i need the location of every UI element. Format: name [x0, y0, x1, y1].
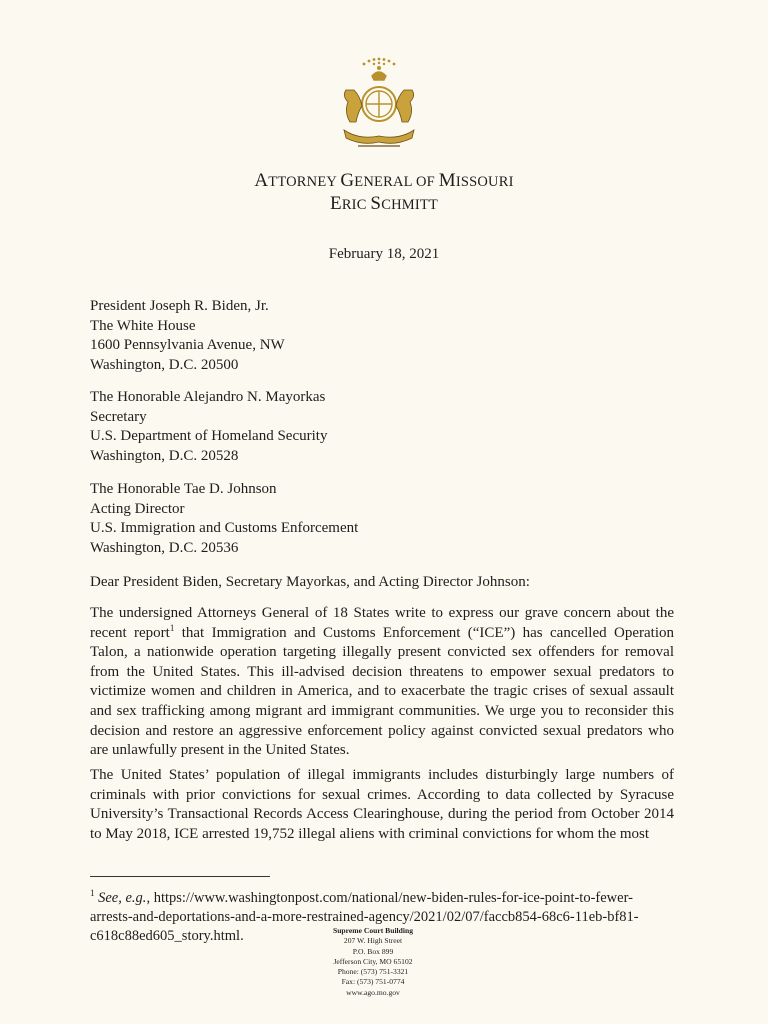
body-paragraph-2: The United States’ population of illegal immigrants includes disturbingly large numbers of criminals with prior convictions for sexual crimes. According to data collected by Syracuse University’s Transactional Records Access Clearinghouse, during the period from October 2014 to May 2018, ICE arrested 19,752 illegal aliens with criminal convictions for whom the most — [90, 767, 674, 842]
address-line: President Joseph R. Biden, Jr. — [90, 298, 269, 314]
address-block-secretary — [90, 388, 327, 466]
address-line: Secretary — [90, 408, 147, 425]
footnote-url-part: arrests-and-deportations-and-a-more-restrained-agency/2021/02/07/faccb854-68c6-11eb-bf81- — [90, 908, 639, 925]
header-text-segment: E — [330, 193, 342, 214]
header-text-segment: TTORNEY — [268, 174, 341, 190]
office-street: 207 W. High Street — [343, 936, 403, 946]
salutation: Dear President Biden, Secretary Mayorkas, and Acting Director Johnson: — [90, 574, 530, 590]
footnote-number: 1 — [90, 888, 95, 898]
footnote-reference: 1 — [169, 622, 175, 633]
office-contact-block — [318, 926, 428, 998]
paragraph-text: that Immigration and Customs Enforcement (“ICE”) has cancelled Operation Talon, a nationwide operation targeting illegally present convicted sex offenders for removal from the United States. This ill-advised decision threatens to empower sexual predators to victimize women and children in America, and to exacerbate the tragic crises of sexual assault and sex trafficking among migrant ard immigrant communities. We urge you to reconsider this decision and restore an aggressive enforcement policy against convicted sexual predators who are unlawfully present in the United States. — [90, 624, 674, 759]
office-website: www.ago.mo.gov — [346, 987, 400, 997]
office-building: Supreme Court Building — [332, 926, 414, 935]
letter-date: February 18, 2021 — [328, 246, 440, 262]
letterhead-name — [0, 193, 768, 215]
missouri-state-seal-icon — [334, 56, 424, 152]
header-text-segment: ISSOURI — [455, 174, 514, 190]
header-text-segment: M — [438, 170, 456, 191]
body-paragraph-1 — [90, 604, 674, 761]
address-line: Acting Director — [90, 500, 185, 517]
footnote-url-part: c618c88ed605_story.html. — [90, 927, 244, 944]
address-line: The Honorable Alejandro N. Mayorkas — [90, 389, 326, 405]
address-block-acting-director — [90, 480, 358, 558]
footnote-url-part: , https://www.washingtonpost.com/national/new-biden-rules-for-ice-point-to-fewer- — [146, 889, 633, 906]
office-phone: Phone: (573) 751-3321 — [337, 967, 409, 977]
address-line: Washington, D.C. 20536 — [90, 539, 239, 556]
address-line: The Honorable Tae D. Johnson — [90, 481, 277, 497]
address-line: 1600 Pennsylvania Avenue, NW — [90, 337, 285, 353]
office-city: Jefferson City, MO 65102 — [333, 956, 413, 966]
footnote-signal: See, e.g. — [98, 889, 147, 906]
address-line: Washington, D.C. 20500 — [90, 356, 239, 373]
letterhead-title — [0, 170, 768, 192]
header-text-segment: RIC — [341, 197, 371, 213]
header-text-segment: A — [254, 170, 269, 191]
paragraph-text: The undersigned Attorneys General of 18 States write to express our grave concern about the recent report — [90, 605, 674, 641]
header-text-segment: G — [340, 170, 355, 191]
header-text-segment: ENERAL OF — [354, 174, 439, 190]
address-line: The White House — [90, 317, 196, 334]
footnote-divider — [90, 876, 270, 877]
address-line: Washington, D.C. 20528 — [90, 447, 239, 464]
address-line: U.S. Immigration and Customs Enforcement — [90, 520, 359, 536]
header-text-segment: S — [370, 193, 382, 214]
address-line: U.S. Department of Homeland Security — [90, 428, 328, 444]
office-fax: Fax: (573) 751-0774 — [341, 977, 405, 987]
address-block-president — [90, 297, 285, 375]
header-text-segment: CHMITT — [381, 197, 438, 213]
office-po-box: P.O. Box 899 — [352, 946, 394, 956]
